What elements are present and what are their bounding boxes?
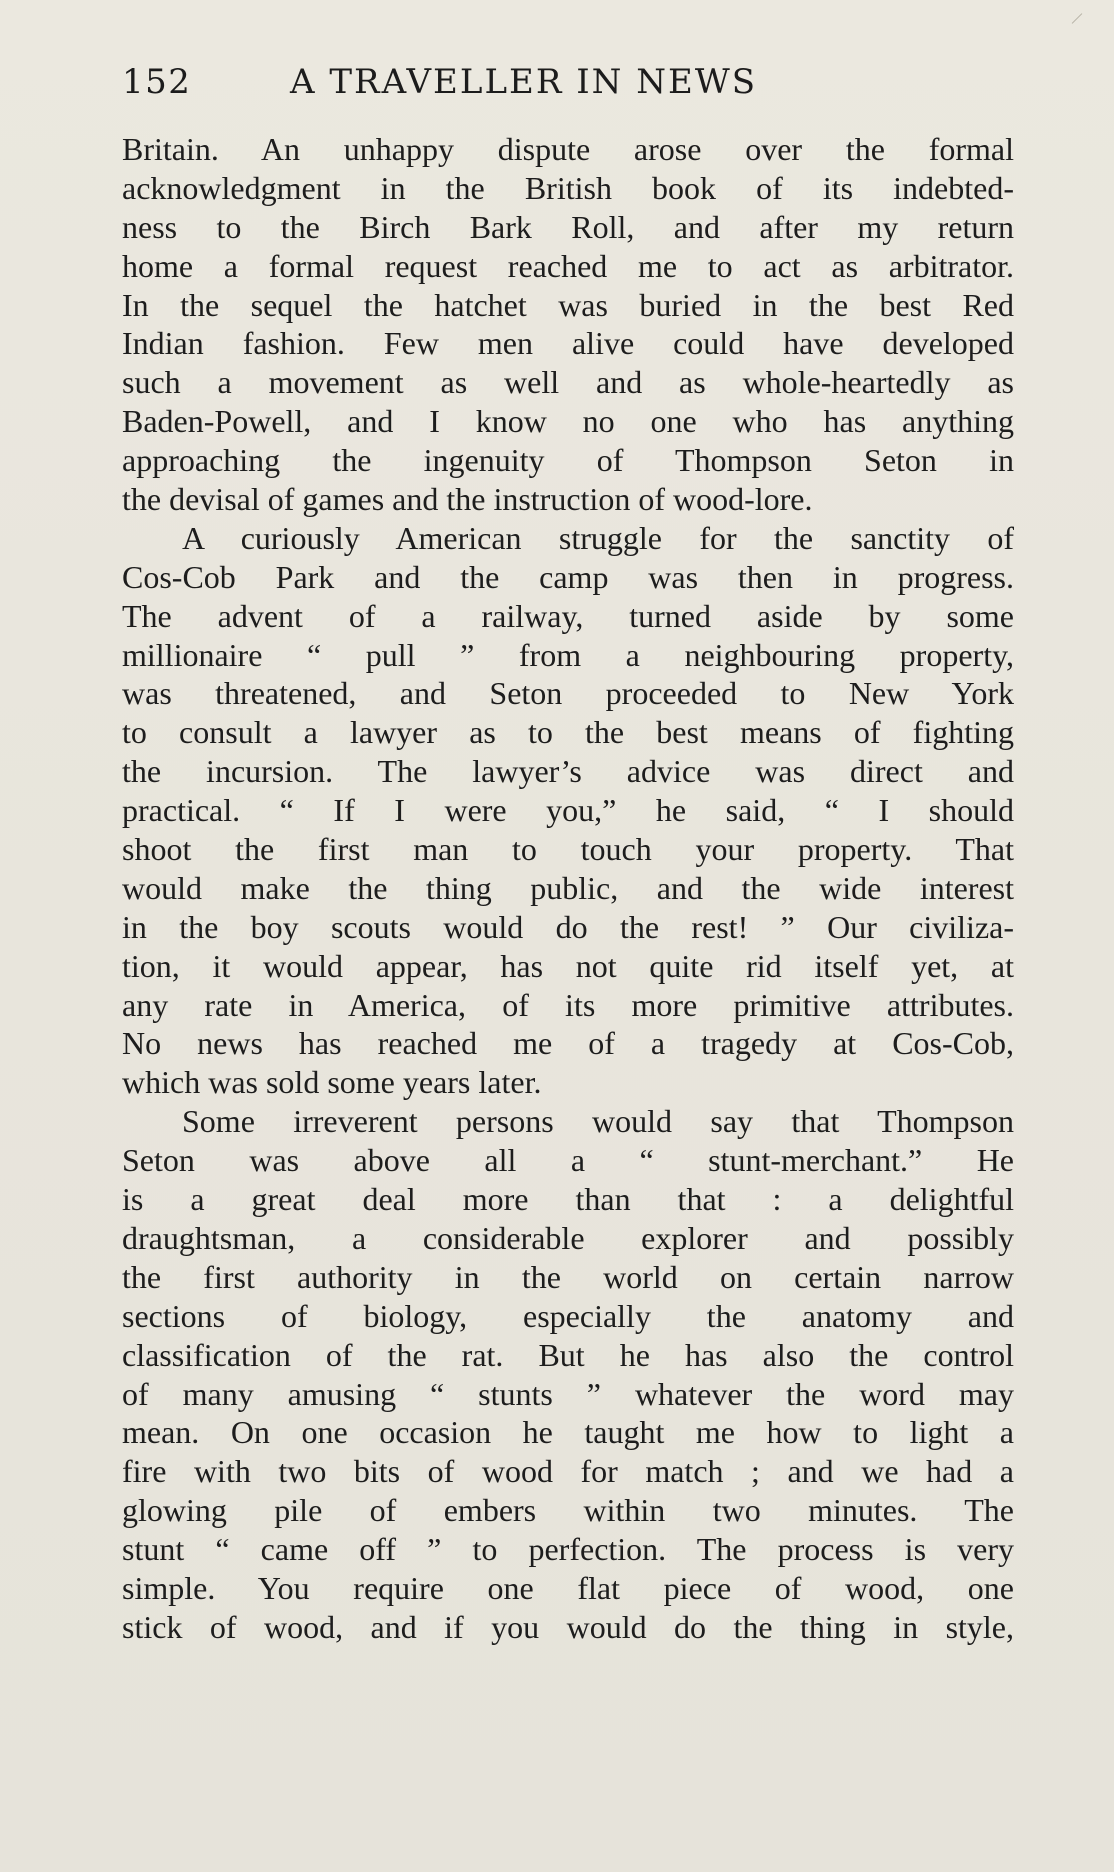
text-line: mean. On one occasion he taught me how to light a [122,1414,1014,1451]
text-line: draughtsman, a considerable explorer and possibly [122,1219,1014,1256]
page-corner-mark [1072,13,1083,24]
text-line: in the boy scouts would do the rest! ” Our civiliza- [122,908,1014,945]
text-line: millionaire “ pull ” from a neighbouring property, [122,636,1014,673]
text-line: ness to the Birch Bark Roll, and after my return [122,208,1014,245]
body-text [122,130,1014,1647]
text-line: Britain. An unhappy dispute arose over the formal [122,131,1014,167]
text-line: In the sequel the hatchet was buried in the best Red [122,286,1014,323]
text-line: shoot the first man to touch your property. That [122,831,1014,868]
text-line: the first authority in the world on certain narrow [122,1258,1014,1295]
text-line: stick of wood, and if you would do the thing in style, [122,1608,1014,1645]
text-line: would make the thing public, and the wide interest [122,869,1014,906]
text-line: was threatened, and Seton proceeded to New York [122,675,1014,712]
text-line: tion, it would appear, has not quite rid itself yet, at [122,947,1014,984]
text-line: No news has reached me of a tragedy at Cos-Cob, [122,1025,1014,1062]
text-line: The advent of a railway, turned aside by some [122,597,1014,634]
text-line: Baden-Powell, and I know no one who has anything [122,403,1014,440]
text-line: any rate in America, of its more primitive attributes. [122,986,1014,1023]
text-line: approaching the ingenuity of Thompson Seton in [122,442,1014,479]
text-line: fire with two bits of wood for match ; and we had a [122,1453,1014,1490]
running-head [122,62,1022,112]
text-line: such a movement as well and as whole-heartedly as [122,364,1014,401]
text-line: classification of the rat. But he has also the control [122,1336,1014,1373]
text-line: practical. “ If I were you,” he said, “ I should [122,792,1014,829]
book-title: A TRAVELLER IN NEWS [290,62,758,102]
text-line: Indian fashion. Few men alive could have developed [122,325,1014,362]
text-line: home a formal request reached me to act as arbitrator. [122,247,1014,284]
text-line: which was sold some years later. [122,1064,542,1101]
text-line: is a great deal more than that : a delightful [122,1181,1014,1218]
text-line: simple. You require one flat piece of wood, one [122,1569,1014,1606]
text-line: the devisal of games and the instruction of wood-lore. [122,481,813,518]
text-line: sections of biology, especially the anatomy and [122,1297,1014,1334]
paragraph-first-line: A curiously American struggle for the sanctity of [182,519,1014,556]
paragraph-first-line: Some irreverent persons would say that Thompson [182,1103,1014,1140]
text-line: the incursion. The lawyer’s advice was direct and [122,753,1014,790]
text-line: of many amusing “ stunts ” whatever the word may [122,1375,1014,1412]
page-number: 152 [122,62,192,102]
text-line: Seton was above all a “ stunt-merchant.” He [122,1142,1014,1179]
text-line: stunt “ came off ” to perfection. The process is very [122,1531,1014,1568]
text-line: acknowledgment in the British book of its indebted- [122,169,1014,206]
text-line: Cos-Cob Park and the camp was then in progress. [122,558,1014,595]
text-line: to consult a lawyer as to the best means of fighting [122,714,1014,751]
text-line: glowing pile of embers within two minutes. The [122,1492,1014,1529]
